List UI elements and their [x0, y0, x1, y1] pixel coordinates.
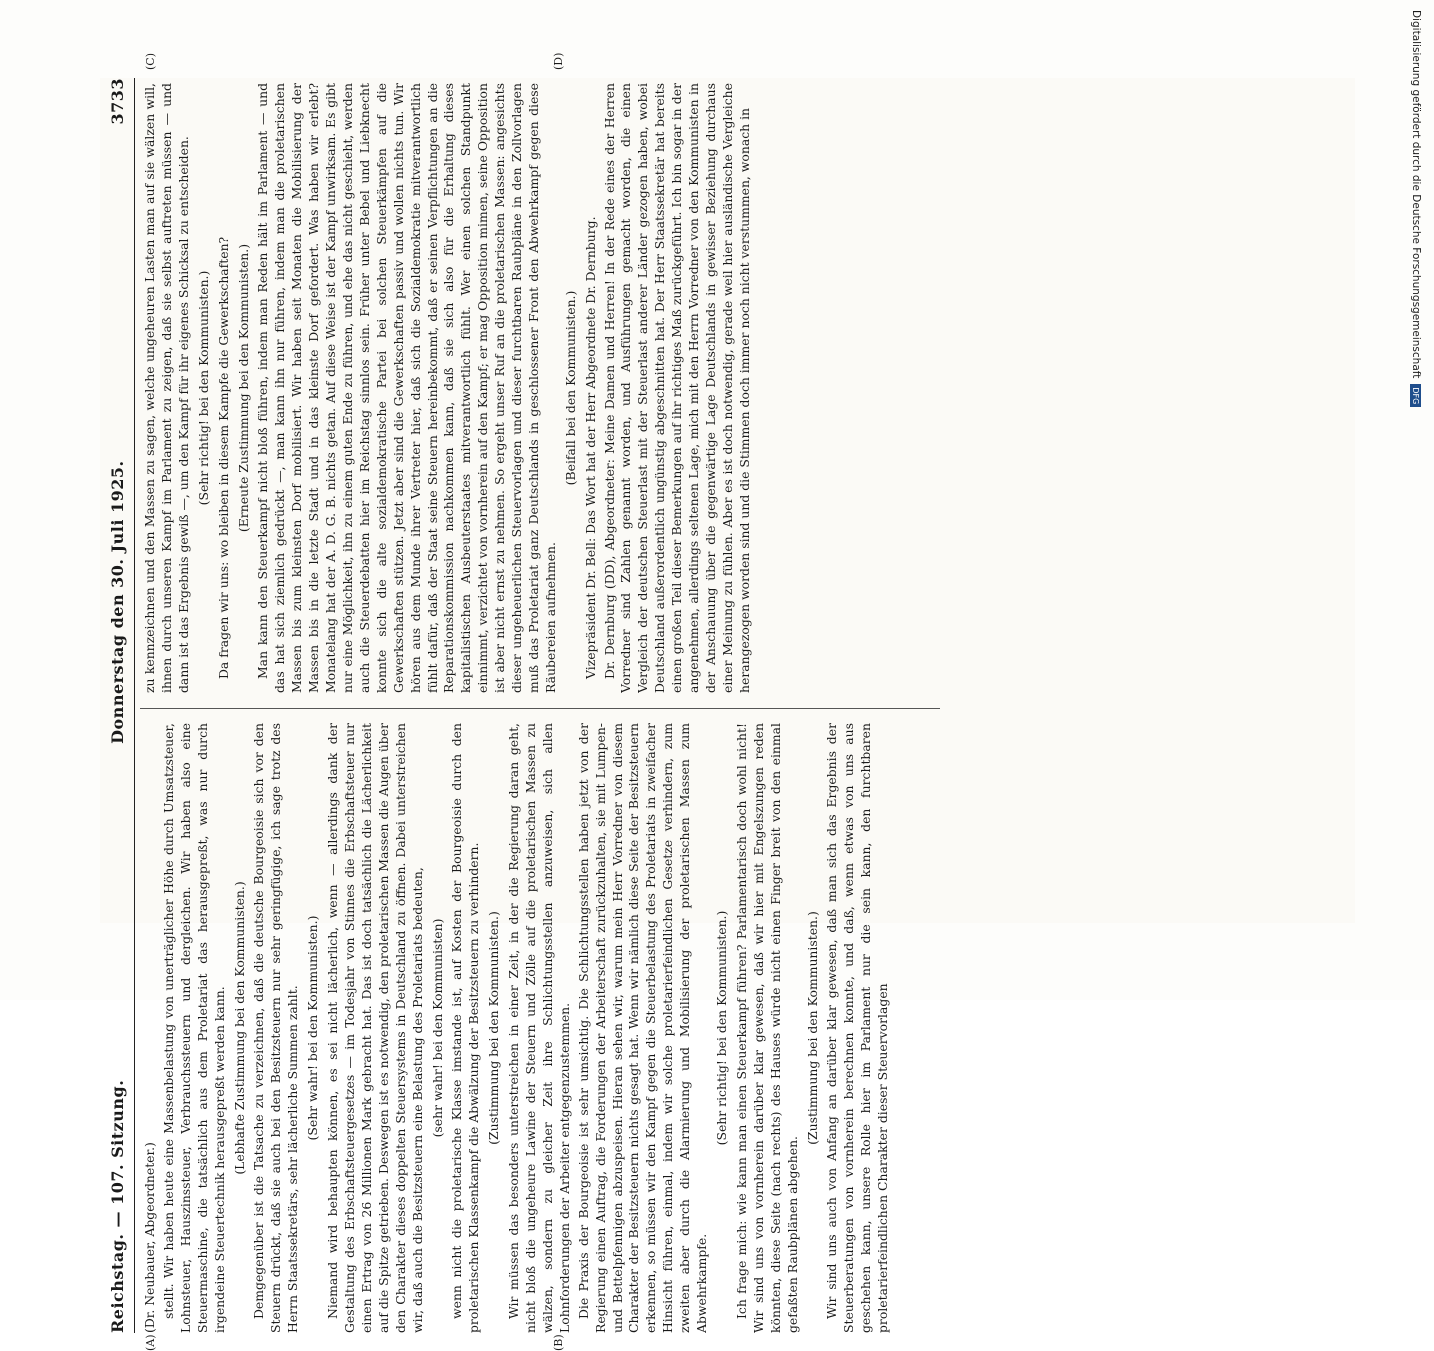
interjection: (Lebhafte Zustimmung bei den Kommunisten.)	[231, 881, 247, 1175]
interjection: (Zustimmung bei den Kommunisten.)	[486, 911, 502, 1145]
margin-mark-b: (B)	[552, 1334, 565, 1351]
header-page-number: 3733	[107, 78, 127, 125]
paragraph: Die Praxis der Bourgeoisie ist sehr umsichtig. Die Schlichtungsstellen haben jetzt von der Regierung einen Auftrag, die Forderungen der Arbeiterschaft zurückzuhalten, sie mit Lumpen- und Bettelpfennigen abzuspeisen. Hieran sehen wir, warum mein Herr Vorredner von diesem Charakter der Besitzsteuern nichts gesagt hat. Wenn wir nämlich diese Seite der Besitzsteuern erkennen, so müssen wir den Kampf gegen die Steuerbelastung des Proletariats in zweifacher Hinsicht führen, einmal, indem wir solche proletarierfeindlichen Gesetze verhindern, zum zweiten aber durch die Alarmierung und Mobilisierung der proletarischen Massen zum Abwehrkampfe.	[575, 723, 710, 1333]
side-caption: Digitalisierung gefördert durch die Deutsche Forschungsgemeinschaft	[1410, 10, 1422, 379]
interjection: (Erneute Zustimmung bei den Kommunisten.)	[235, 243, 251, 533]
paragraph: Dr. Dernburg (DD), Abgeordneter: Meine Damen und Herren! In der Rede eines der Herren Vorredner sind Zahlen genannt worden, und Ausführungen gemacht worden, die einen Vergleich der deutschen Steuerlast mit der Steuerlast anderer Länder gezogen haben, wobei Deutschland außerordentlich ungünstig abgeschnitten hat. Der Herr Staatssekretär hat bereits einen großen Teil dieser Bemerkungen auf ihr richtiges Maß zurückgeführt. Ich bin sogar in der angenehmen, allerdings seltenen Lage, mich mit den Herrn Vorredner von den Kommunisten in der Anschauung über die gegenwärtige Lage Deutschlands in gewisser Beziehung durchaus einer Meinung zu fühlen. Aber es ist doch notwendig, gerade weil hier ausländische Vergleiche herangezogen worden sind und die Stimmen doch immer noch nicht verstummen, wonach in	[601, 83, 752, 693]
paragraph: Demgegenüber ist die Tatsache zu verzeichnen, daß die deutsche Bourgeoisie sich vor den Steuern drückt, daß sie auch bei den Besitzsteuern nur sehr geringfügige, ich sage trotz des Herrn Staatssekretärs, sehr lächerliche Summen zahlt.	[251, 723, 301, 1333]
newspaper-page	[100, 52, 1355, 1351]
header-left: Reichstag. — 107. Sitzung.	[107, 1079, 127, 1333]
interjection: (Sehr richtig! bei den Kommunisten.)	[195, 270, 211, 506]
paragraph: wenn nicht die proletarische Klasse imstande ist, auf Kosten der Bourgeoisie durch den proletarischen Klassenkampf die Abwälzung der Besitzsteuern zu verhindern.	[449, 723, 482, 1333]
paragraph: Wir müssen das besonders unterstreichen in einer Zeit, in der die Regierung daran geht, nicht bloß die ungeheure Lawine der Steuern und Zölle auf die proletarischen Massen zu wälzen, sondern zu gleicher Zeit ihre Schlichtungsstellen anzuweisen, sich allen Lohnforderungen der Arbeiter entgegenzustemmen.	[506, 723, 572, 1333]
interjection: (Sehr richtig! bei den Kommunisten.)	[714, 910, 729, 1146]
speaker-line: (Dr. Neubauer, Abgeordneter.)	[142, 1142, 157, 1333]
interjection: (Sehr wahr! bei den Kommunisten.)	[305, 915, 321, 1141]
interjection: (Zustimmung bei den Kommunisten.)	[804, 911, 820, 1145]
rotated-content	[100, 52, 1355, 1351]
paragraph: Da fragen wir uns: wo bleiben in diesem Kampfe die Gewerkschaften?	[215, 236, 231, 679]
margin-mark-d: (D)	[552, 52, 565, 70]
paragraph: Ich frage mich: wie kann man einen Steuerkampf führen? Parlamentarisch doch wohl nicht! Wir sind uns von vornherein darüber klar gewesen, daß wir hier mit Engelszungen reden könnten, diese Seite (nach rechts) des Hauses würde nicht einen Finger breit von den einmal gefaßten Raubplänen abgehen.	[733, 723, 800, 1333]
paragraph: stellt. Wir haben heute eine Massenbelastung von unerträglicher Höhe durch Umsatzsteuer, Lohnsteuer, Hauszinssteuer, Verbrauchssteuern und dergleichen. Wir haben also eine Steuermaschine, die tatsächlich aus dem Proletariat das herausgepreßt, was nur durch irgendeine Steuertechnik herausgepreßt werden kann.	[160, 723, 227, 1333]
paragraph: zu kennzeichnen und den Massen zu sagen, welche ungeheuren Lasten man auf sie wälzen will, ihnen durch unseren Kampf im Parlament zu zeigen, daß sie selbst auftreten müssen — und dann ist das Ergebnis gewiß —, um den Kampf für ihr eigenes Schicksal zu entscheiden.	[142, 83, 191, 693]
left-text-column	[142, 723, 942, 1333]
paragraph: Niemand wird behaupten können, es sei nicht lächerlich, wenn — allerdings dank der Gestaltung des Erbschaftsteuergesetzes — im Todesjahr von Stinnes die Erbschaftsteuer nur einen Ertrag von 26 Millionen Mark gebracht hat. Das ist doch tatsächlich die Lächerlichkeit auf die Spitze getrieben. Deswegen ist es notwendig, den proletarischen Massen die Augen über den Charakter dieses doppelten Steuersystems in Deutschland zu öffnen. Dabei unterstreichen wir, daß auch die Besitzsteuern eine Belastung des Proletariats bedeuten,	[325, 723, 425, 1333]
header-center: Donnerstag den 30. Juli 1925.	[107, 460, 127, 744]
interjection: (Beifall bei den Kommunisten.)	[562, 290, 578, 486]
dfg-logo: DFG	[1411, 384, 1422, 407]
interjection: (sehr wahr! bei den Kommunisten)	[429, 918, 445, 1138]
margin-mark-c: (C)	[144, 53, 157, 70]
paragraph: Man kann den Steuerkampf nicht bloß führen, indem man Reden hält im Parlament — und das hat sich ziemlich gedrückt —, man kann ihn nur führen, indem man die proletarischen Massen bis zum kleinsten Dorf mobilisiert. Wir haben seit Monaten die Mobilisierung der Massen bis in die letzte Stadt und in das kleinste Dorf gefordert. Was haben wir erlebt? Monatelang hat der A. D. G. B. nichts getan. Auf diese Weise ist der Kampf unwirksam. Es gibt nur eine Möglichkeit, ihn zu einem guten Ende zu führen, und ehe das nicht geschieht, werden auch die Steuerdebatten hier im Reichstag sinnlos sein. Früher unter Bebel und Liebknecht konnte sich die alte sozialdemokratische Partei bei solchen Steuerkämpfen auf die Gewerkschaften stützen. Jetzt aber sind die Gewerkschaften passiv und wollen nichts tun. Wir hören aus dem Munde ihrer Vertreter hier, daß sich die Sozialdemokratie mitverantwortlich fühlt dafür, daß der Staat seine Steuern hereinbekommt, daß er seinen Verpflichtungen an die Reparationskommission nachkommen kann, daß sie sich also für die Erhaltung dieses kapitalistischen Ausbeuterstaates mitverantwortlich fühlt. Wer einen solchen Standpunkt einnimmt, verzichtet von vornherein auf den Kampf; er mag Opposition mimen, seine Opposition ist aber nicht ernst zu nehmen. So ergeht unser Ruf an die proletarischen Massen: angesichts dieser ungeheuerlichen Steuervorlagen und dieser furchtbaren Raubpläne in den Zollvorlagen muß das Proletariat ganz Deutschlands in geschlossener Front den Abwehrkampf gegen diese Räubereien aufnehmen.	[255, 83, 558, 693]
column-divider	[140, 708, 940, 709]
side-caption-strip	[1408, 10, 1424, 970]
margin-mark-a: (A)	[144, 1334, 157, 1351]
page-header	[100, 78, 135, 1333]
paragraph: Vizepräsident Dr. Bell: Das Wort hat der Herr Abgeordnete Dr. Dernburg.	[582, 216, 598, 679]
paragraph: Wir sind uns auch von Anfang an darüber klar gewesen, daß man sich das Ergebnis der Steuerberatungen von vornherein berechnen konnte, und daß, wenn etwas von uns aus geschehen kann, unsere Rolle hier im Parlament nur die sein kann, den furchtbaren proletarierfeindlichen Charakter dieser Steuervorlagen	[824, 723, 891, 1333]
right-text-column	[142, 83, 942, 693]
